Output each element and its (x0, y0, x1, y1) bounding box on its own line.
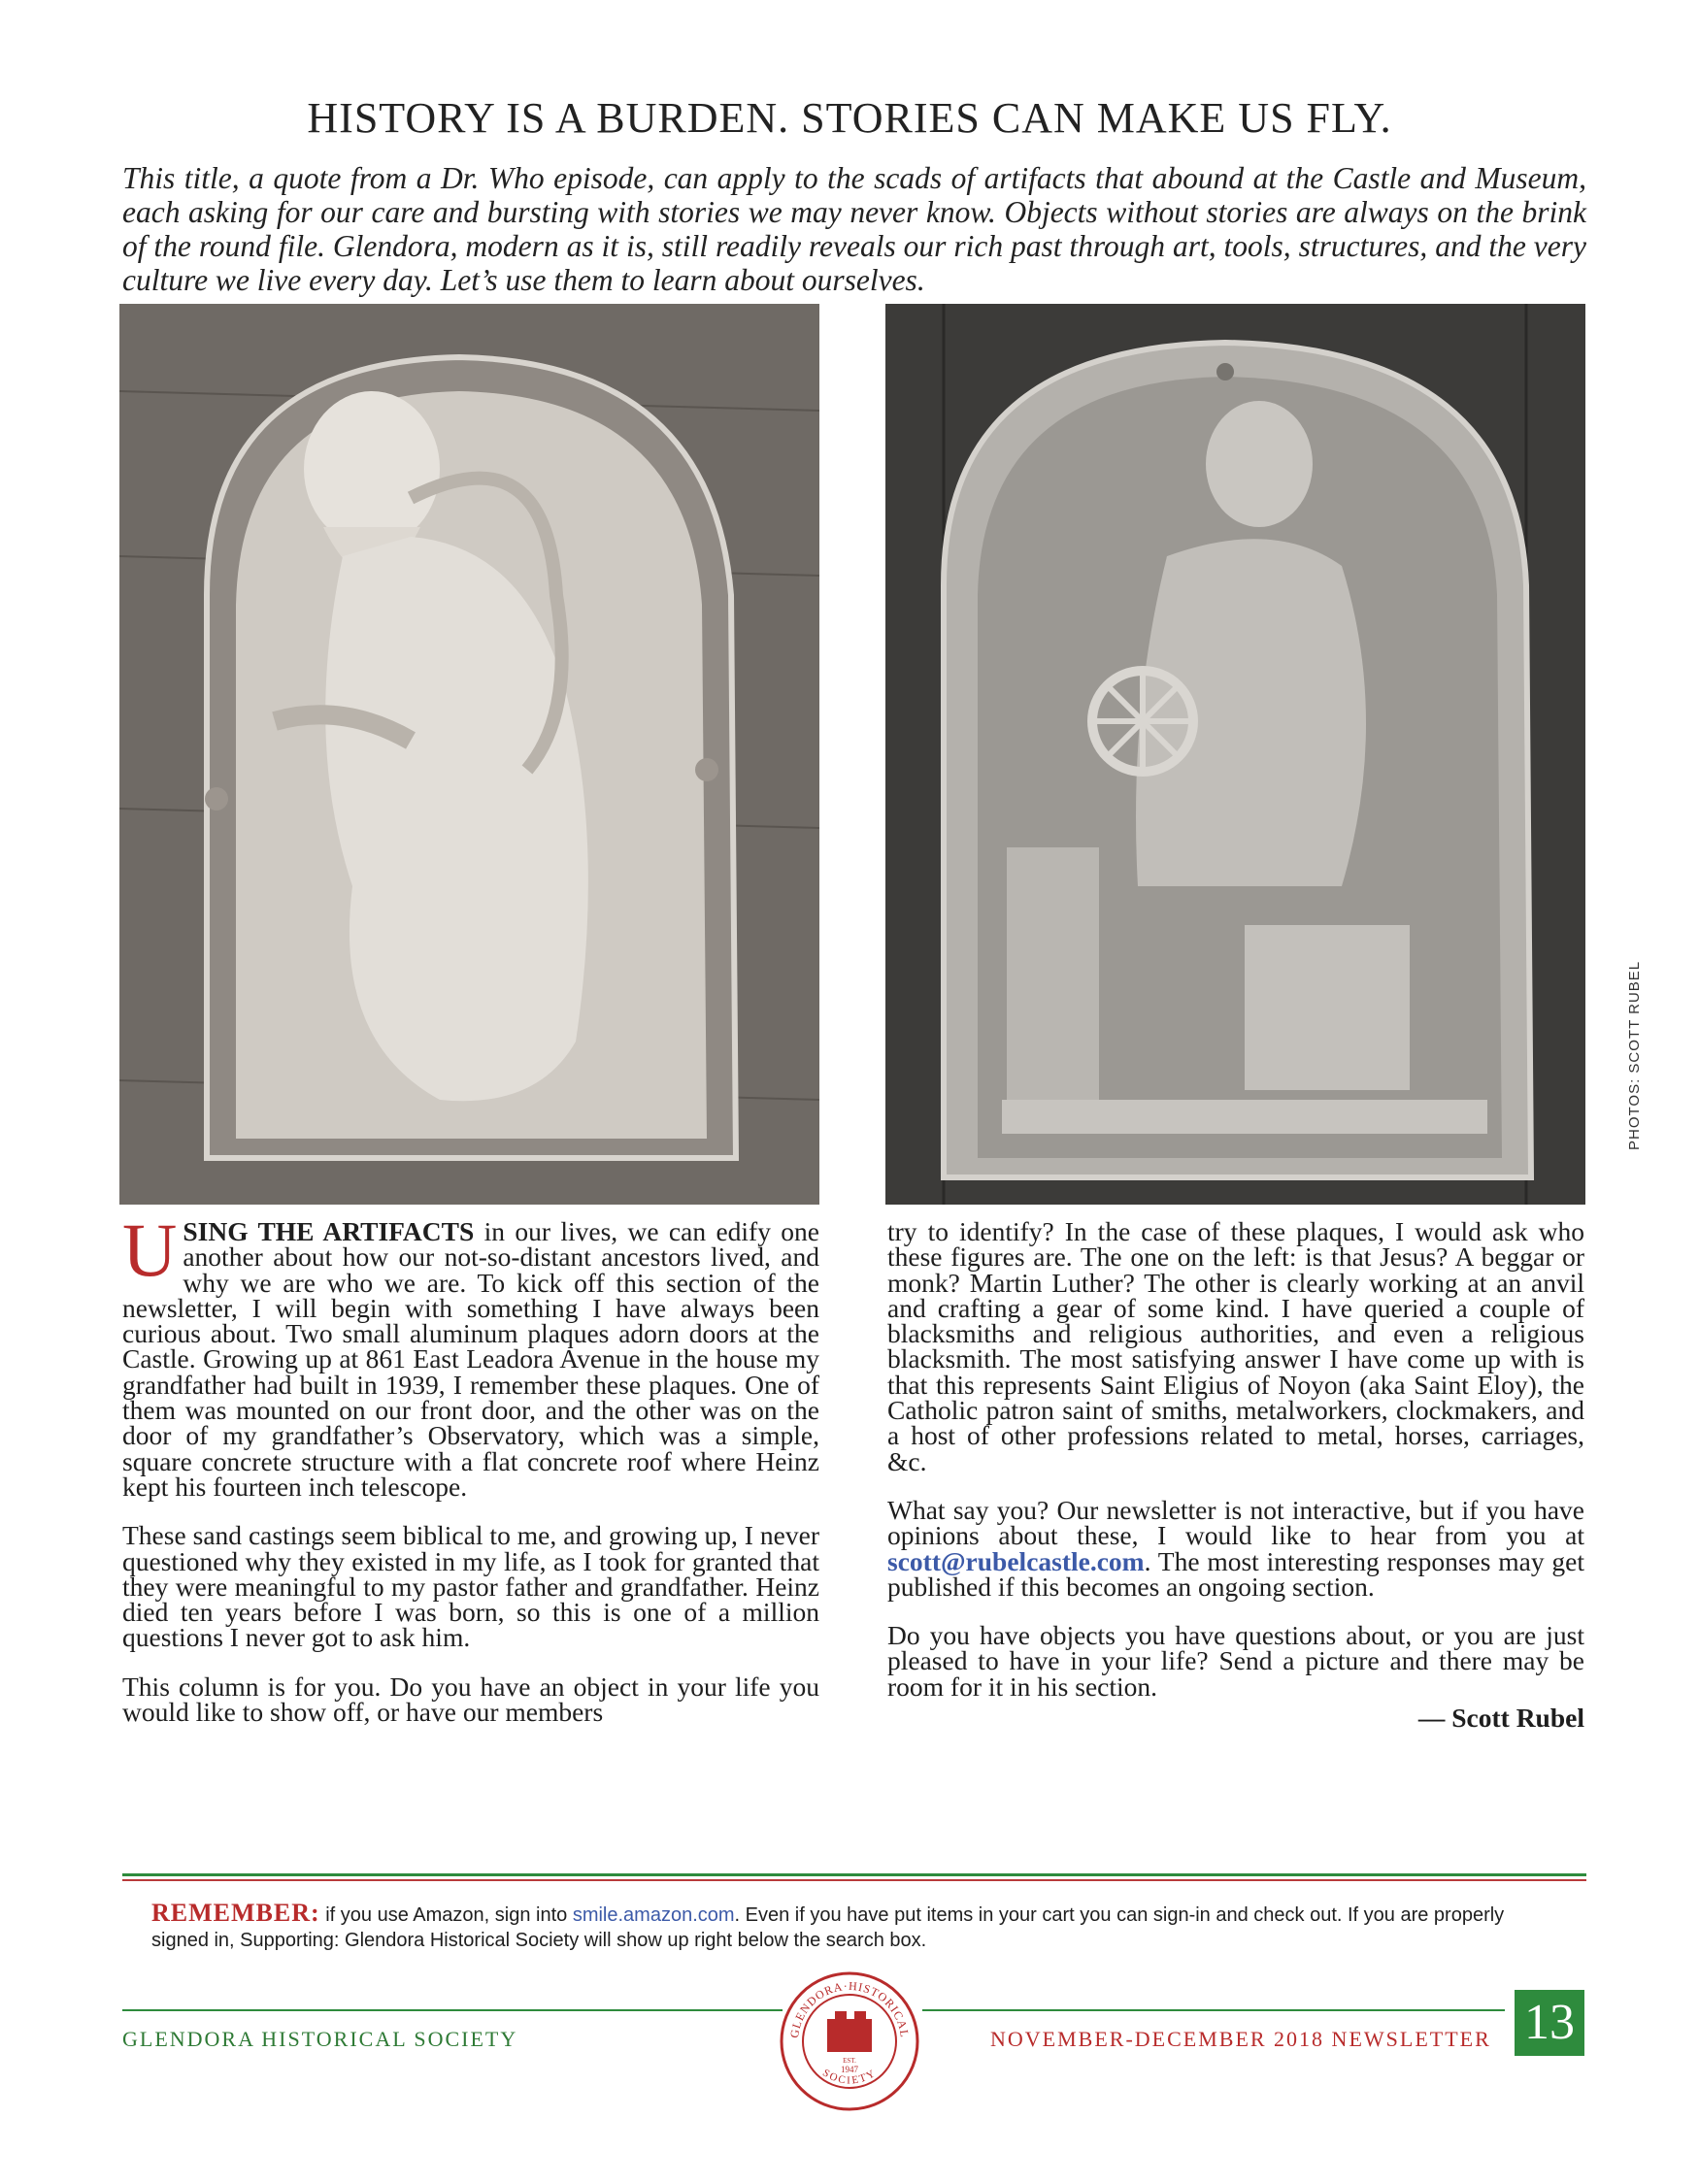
article-paragraph-1-text: in our lives, we can edify one another about how our not-so-distant ancestors lived, and why we are who we are. To kick off this section of the newsletter, I will begin with something I have always been curious about. Two small aluminum plaques adorn doors at the Castle. Growing up at 861 East Leadora Avenue in the house my grandfather had built in 1939, I remember these plaques. One of them was mounted on our front door, and the other was on the door of my grandfather’s Observatory, which was a simple, square concrete structure with a flat concrete roof where Heinz kept his fourteen inch telescope. (122, 1216, 819, 1502)
seal-est: EST. (843, 2057, 856, 2065)
article-paragraph-6: Do you have objects you have questions about, or you are just pleased to have in your life? Send a picture and there may be room for it in his section. (887, 1620, 1584, 1702)
contact-email-link[interactable]: scott@rubelcastle.com (887, 1545, 1145, 1576)
article-column-left (122, 1208, 819, 1748)
article-column-right (887, 1216, 1584, 1754)
svg-text:GLENDORA·HISTORICAL: GLENDORA·HISTORICAL (786, 1978, 912, 2039)
article-intro: This title, a quote from a Dr. Who episode, can apply to the scads of artifacts that abound at the Castle and Museum, each asking for our care and bursting with stories we may never know. Objects without stories are always on the brink of the round file. Glendora, modern as it is, still readily reveals our rich past through art, tools, structures, and the very culture we live every day. Let’s use them to learn about ourselves. (122, 161, 1586, 297)
plaque-photo-right (885, 304, 1585, 1205)
article-headline: HISTORY IS A BURDEN. STORIES CAN MAKE US FLY. (307, 94, 1392, 142)
footer-rule-left (122, 2009, 783, 2011)
article-paragraph-1 (122, 1208, 819, 1502)
svg-text:SOCIETY: SOCIETY (820, 2067, 879, 2087)
amazon-smile-link[interactable]: smile.amazon.com (572, 1904, 735, 1926)
seal-year: 1947 (841, 2065, 858, 2074)
article-paragraph-5 (887, 1494, 1584, 1602)
footer-rule-right (922, 2009, 1505, 2011)
article-paragraph-2: These sand castings seem biblical to me, and growing up, I never questioned why they existed in my life, as I took for granted that they were meaningful to my pastor father and grandfather. Heinz died ten years before I was born, so this is one of a million questions I never got to ask him. (122, 1520, 819, 1653)
photo-credit: PHOTOS: SCOTT RUBEL (1626, 960, 1643, 1150)
remember-label: REMEMBER: (151, 1899, 320, 1927)
article-paragraph-3: This column is for you. Do you have an object in your life you would like to show off, or have our members (122, 1671, 819, 1728)
article-paragraph-5-after: . The most interesting responses may get published if this becomes an ongoing section. (887, 1545, 1584, 1602)
footer-society-name: GLENDORA HISTORICAL SOCIETY (122, 2027, 518, 2051)
page-number: 13 (1515, 1990, 1584, 2056)
article-paragraph-5-before: What say you? Our newsletter is not interactive, but if you have opinions about these, I would like to hear from you at (887, 1494, 1584, 1551)
society-seal-logo (777, 1969, 922, 2114)
amazon-smile-reminder (151, 1901, 1559, 1953)
article-paragraph-4: try to identify? In the case of these plaques, I would ask who these figures are. The one on the left: is that Jesus? A beggar or monk? Martin Luther? The other is clearly working at an anvil and crafting a gear of some kind. I have queried a couple of blacksmiths and religious authorities, and even a religious blacksmith. The most satisfying answer I have come up with is that this represents Saint Eligius of Noyon (aka Saint Eloy), the Catholic patron saint of smiths, metalworkers, clockmakers, and a host of other professions related to metal, horses, carriages, &c. (887, 1216, 1584, 1476)
divider-red (122, 1879, 1586, 1881)
article-lead-in: SING THE ARTIFACTS (183, 1216, 475, 1246)
remember-text-before: if you use Amazon, sign into (319, 1904, 573, 1926)
footer-issue-date: NOVEMBER-DECEMBER 2018 NEWSLETTER (990, 2027, 1491, 2051)
divider-green (122, 1873, 1586, 1876)
remember-text-after: . Even if you have put items in your cart you can sign-in and check out. If you are properly signed in, Supporting: Glendora Historical Society will show up right below the search box. (151, 1904, 1505, 1951)
plaque-photo-left (119, 304, 819, 1205)
author-signature: — Scott Rubel (1417, 1703, 1584, 1734)
drop-cap: U (122, 1208, 178, 1292)
